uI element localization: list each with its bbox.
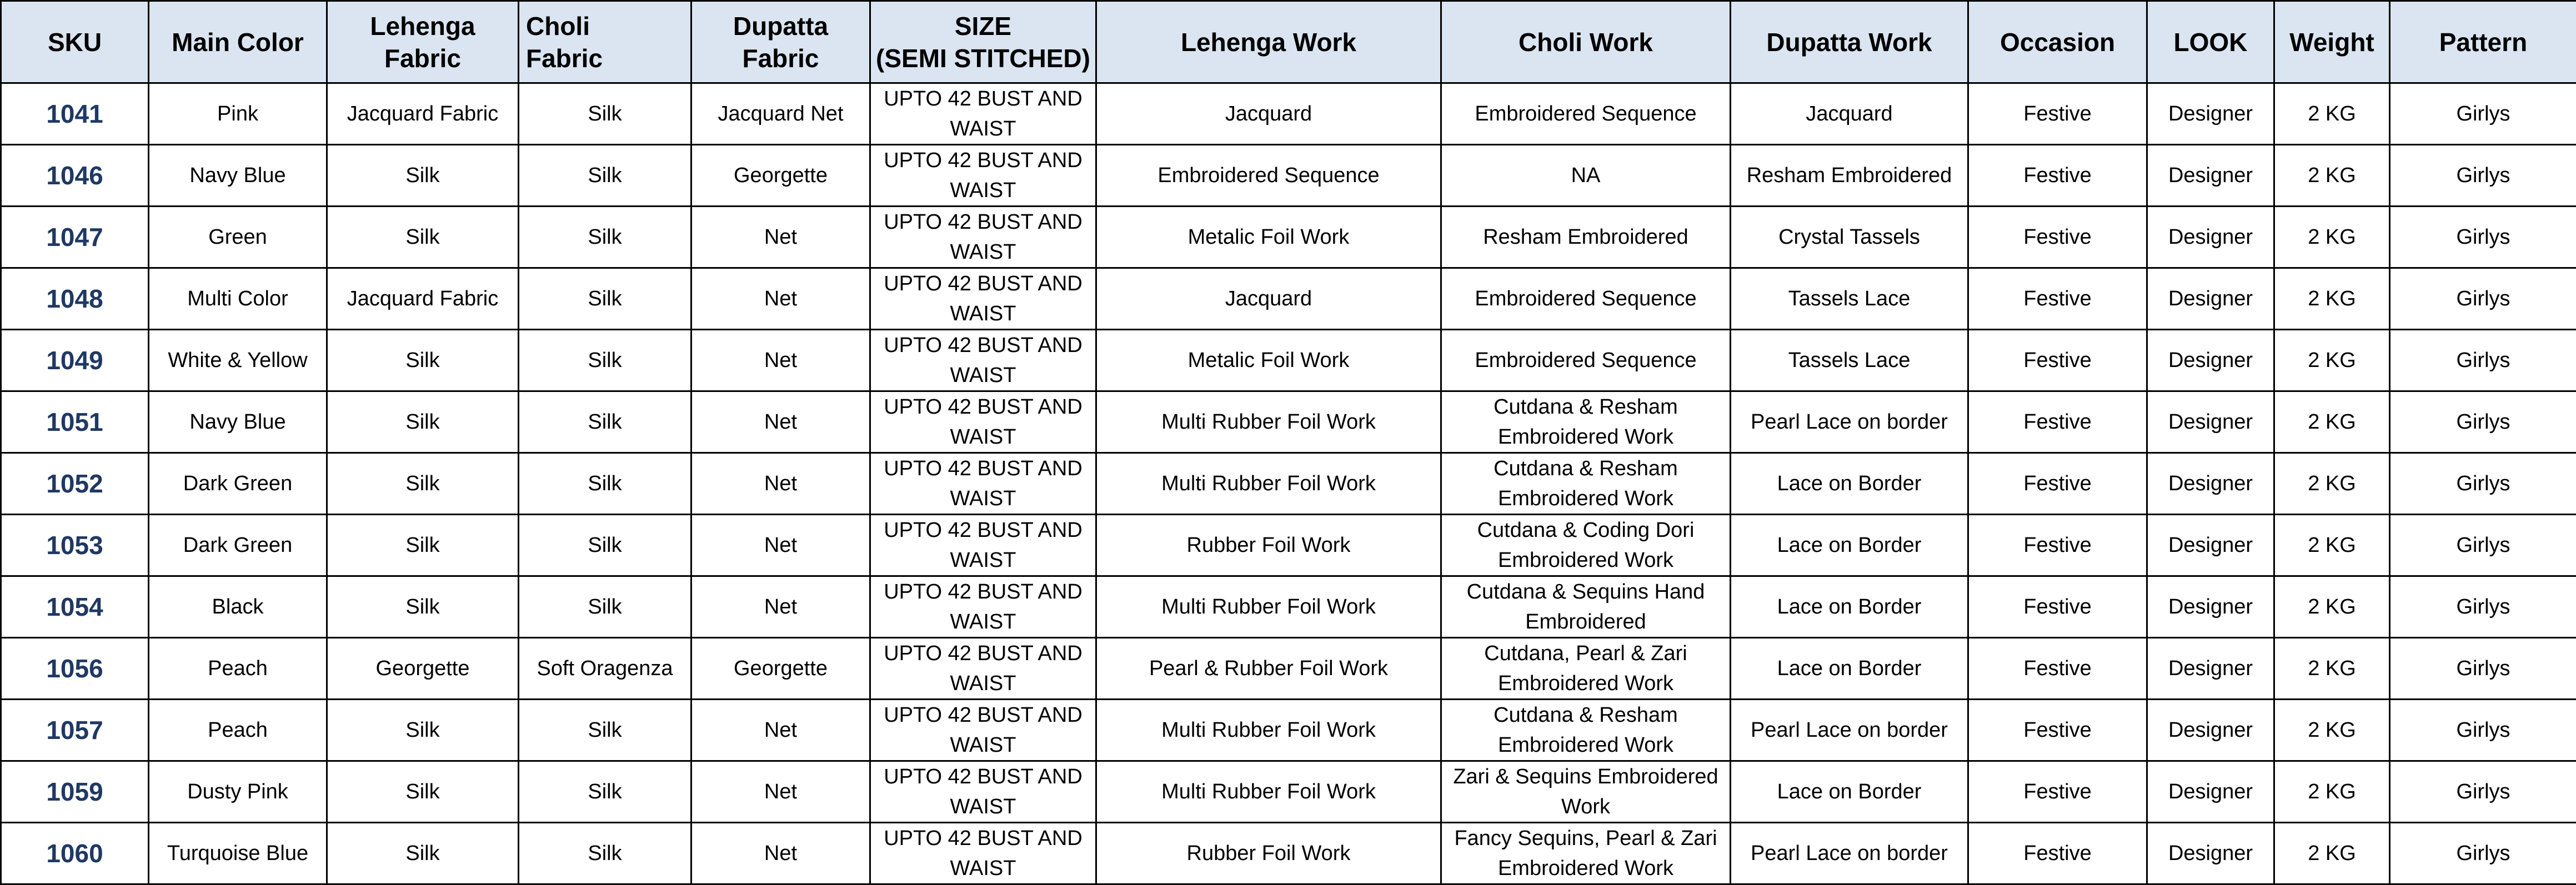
cell-main-color[interactable]: Pink	[149, 83, 327, 145]
cell-dupatta-work[interactable]: Lace on Border	[1731, 761, 1968, 823]
cell-weight[interactable]: 2 KG	[2274, 453, 2390, 515]
cell-look[interactable]: Designer	[2147, 453, 2274, 515]
table-row	[1, 823, 2576, 884]
header-line: Fabric	[384, 44, 461, 73]
cell-choli-fabric[interactable]: Silk	[519, 391, 691, 453]
cell-look[interactable]: Designer	[2147, 638, 2274, 700]
table-row	[1, 515, 2576, 576]
cell-choli-work[interactable]: Cutdana & Resham Embroidered Work	[1441, 391, 1731, 453]
cell-weight[interactable]: 2 KG	[2274, 391, 2390, 453]
cell-main-color[interactable]: Green	[149, 207, 327, 268]
cell-dupatta-fabric[interactable]: Net	[691, 576, 870, 638]
cell-choli-fabric[interactable]: Silk	[519, 268, 691, 330]
cell-look[interactable]: Designer	[2147, 330, 2274, 391]
cell-choli-fabric[interactable]: Silk	[519, 330, 691, 391]
table-row	[1, 207, 2576, 268]
cell-lehenga-fabric[interactable]: Silk	[327, 761, 519, 823]
cell-dupatta-fabric[interactable]: Net	[691, 761, 870, 823]
cell-main-color[interactable]: Multi Color	[149, 268, 327, 330]
cell-look[interactable]: Designer	[2147, 823, 2274, 884]
table-row	[1, 700, 2576, 761]
cell-pattern[interactable]: Girlys	[2390, 330, 2576, 391]
cell-pattern[interactable]: Girlys	[2390, 638, 2576, 700]
cell-look[interactable]: Designer	[2147, 761, 2274, 823]
cell-lehenga-work[interactable]: Multi Rubber Foil Work	[1096, 761, 1441, 823]
cell-lehenga-work[interactable]: Rubber Foil Work	[1096, 823, 1441, 884]
cell-dupatta-work[interactable]: Pearl Lace on border	[1731, 700, 1968, 761]
cell-lehenga-fabric[interactable]: Silk	[327, 207, 519, 268]
cell-lehenga-work[interactable]: Jacquard	[1096, 83, 1441, 145]
cell-look[interactable]: Designer	[2147, 515, 2274, 576]
cell-sku[interactable]: 1054	[1, 576, 149, 638]
cell-size[interactable]: UPTO 42 BUST AND WAIST	[870, 268, 1096, 330]
table-row	[1, 576, 2576, 638]
cell-size[interactable]: UPTO 42 BUST AND WAIST	[870, 515, 1096, 576]
cell-occasion[interactable]: Festive	[1968, 638, 2147, 700]
table-row	[1, 761, 2576, 823]
cell-main-color[interactable]: Dark Green	[149, 515, 327, 576]
cell-weight[interactable]: 2 KG	[2274, 145, 2390, 207]
cell-weight[interactable]: 2 KG	[2274, 576, 2390, 638]
cell-dupatta-fabric[interactable]: Net	[691, 700, 870, 761]
cell-look[interactable]: Designer	[2147, 83, 2274, 145]
cell-pattern[interactable]: Girlys	[2390, 700, 2576, 761]
cell-choli-work[interactable]: Embroidered Sequence	[1441, 330, 1731, 391]
cell-size[interactable]: UPTO 42 BUST AND WAIST	[870, 145, 1096, 207]
cell-main-color[interactable]: Dusty Pink	[149, 761, 327, 823]
cell-occasion[interactable]: Festive	[1968, 268, 2147, 330]
cell-main-color[interactable]: Peach	[149, 700, 327, 761]
cell-size[interactable]: UPTO 42 BUST AND WAIST	[870, 391, 1096, 453]
column-header-weight[interactable]: Weight	[2274, 1, 2390, 83]
cell-occasion[interactable]: Festive	[1968, 761, 2147, 823]
cell-lehenga-fabric[interactable]: Silk	[327, 145, 519, 207]
cell-dupatta-work[interactable]: Lace on Border	[1731, 576, 1968, 638]
cell-occasion[interactable]: Festive	[1968, 83, 2147, 145]
cell-weight[interactable]: 2 KG	[2274, 638, 2390, 700]
cell-choli-fabric[interactable]: Silk	[519, 700, 691, 761]
cell-sku[interactable]: 1053	[1, 515, 149, 576]
cell-main-color[interactable]: White & Yellow	[149, 330, 327, 391]
cell-lehenga-work[interactable]: Embroidered Sequence	[1096, 145, 1441, 207]
cell-lehenga-fabric[interactable]: Silk	[327, 391, 519, 453]
cell-sku[interactable]: 1047	[1, 207, 149, 268]
cell-look[interactable]: Designer	[2147, 207, 2274, 268]
cell-lehenga-work[interactable]: Jacquard	[1096, 268, 1441, 330]
cell-choli-fabric[interactable]: Silk	[519, 453, 691, 515]
cell-lehenga-fabric[interactable]: Jacquard Fabric	[327, 83, 519, 145]
cell-look[interactable]: Designer	[2147, 268, 2274, 330]
cell-size[interactable]: UPTO 42 BUST AND WAIST	[870, 823, 1096, 884]
cell-size[interactable]: UPTO 42 BUST AND WAIST	[870, 453, 1096, 515]
cell-pattern[interactable]: Girlys	[2390, 391, 2576, 453]
cell-dupatta-fabric[interactable]: Georgette	[691, 145, 870, 207]
cell-lehenga-work[interactable]: Metalic Foil Work	[1096, 330, 1441, 391]
table-row	[1, 638, 2576, 700]
cell-size[interactable]: UPTO 42 BUST AND WAIST	[870, 330, 1096, 391]
cell-occasion[interactable]: Festive	[1968, 391, 2147, 453]
cell-dupatta-fabric[interactable]: Net	[691, 268, 870, 330]
cell-size[interactable]: UPTO 42 BUST AND WAIST	[870, 207, 1096, 268]
cell-choli-work[interactable]: Embroidered Sequence	[1441, 268, 1731, 330]
cell-choli-work[interactable]: Cutdana & Resham Embroidered Work	[1441, 700, 1731, 761]
cell-dupatta-fabric[interactable]: Net	[691, 823, 870, 884]
cell-occasion[interactable]: Festive	[1968, 700, 2147, 761]
header-line: SIZE	[955, 12, 1011, 41]
cell-look[interactable]: Designer	[2147, 576, 2274, 638]
cell-choli-fabric[interactable]: Silk	[519, 145, 691, 207]
table-row	[1, 83, 2576, 145]
cell-lehenga-work[interactable]: Multi Rubber Foil Work	[1096, 576, 1441, 638]
cell-sku[interactable]: 1048	[1, 268, 149, 330]
cell-choli-work[interactable]: Cutdana & Resham Embroidered Work	[1441, 453, 1731, 515]
column-header-size[interactable]	[870, 1, 1096, 83]
cell-sku[interactable]: 1056	[1, 638, 149, 700]
cell-look[interactable]: Designer	[2147, 145, 2274, 207]
cell-pattern[interactable]: Girlys	[2390, 145, 2576, 207]
cell-lehenga-work[interactable]: Multi Rubber Foil Work	[1096, 700, 1441, 761]
cell-sku[interactable]: 1057	[1, 700, 149, 761]
cell-choli-fabric[interactable]: Silk	[519, 83, 691, 145]
cell-choli-work[interactable]: Cutdana & Sequins Hand Embroidered	[1441, 576, 1731, 638]
cell-pattern[interactable]: Girlys	[2390, 453, 2576, 515]
cell-dupatta-work[interactable]: Pearl Lace on border	[1731, 391, 1968, 453]
cell-choli-fabric[interactable]: Silk	[519, 823, 691, 884]
cell-dupatta-work[interactable]: Lace on Border	[1731, 638, 1968, 700]
column-header-main-color[interactable]: Main Color	[149, 1, 327, 83]
cell-dupatta-fabric[interactable]: Jacquard Net	[691, 83, 870, 145]
cell-lehenga-work[interactable]: Metalic Foil Work	[1096, 207, 1441, 268]
cell-lehenga-work[interactable]: Rubber Foil Work	[1096, 515, 1441, 576]
cell-occasion[interactable]: Festive	[1968, 145, 2147, 207]
cell-dupatta-fabric[interactable]: Net	[691, 453, 870, 515]
cell-lehenga-fabric[interactable]: Jacquard Fabric	[327, 268, 519, 330]
cell-dupatta-fabric[interactable]: Net	[691, 391, 870, 453]
column-header-pattern[interactable]: Pattern	[2390, 1, 2576, 83]
cell-sku[interactable]: 1051	[1, 391, 149, 453]
cell-size[interactable]: UPTO 42 BUST AND WAIST	[870, 638, 1096, 700]
cell-pattern[interactable]: Girlys	[2390, 83, 2576, 145]
cell-dupatta-work[interactable]: Lace on Border	[1731, 453, 1968, 515]
cell-main-color[interactable]: Peach	[149, 638, 327, 700]
cell-weight[interactable]: 2 KG	[2274, 823, 2390, 884]
cell-occasion[interactable]: Festive	[1968, 576, 2147, 638]
cell-choli-fabric[interactable]: Silk	[519, 576, 691, 638]
cell-weight[interactable]: 2 KG	[2274, 330, 2390, 391]
cell-dupatta-work[interactable]: Pearl Lace on border	[1731, 823, 1968, 884]
cell-choli-work[interactable]: Resham Embroidered	[1441, 207, 1731, 268]
cell-dupatta-work[interactable]: Resham Embroidered	[1731, 145, 1968, 207]
cell-dupatta-work[interactable]: Tassels Lace	[1731, 330, 1968, 391]
cell-choli-fabric[interactable]: Silk	[519, 515, 691, 576]
cell-choli-work[interactable]: Cutdana, Pearl & Zari Embroidered Work	[1441, 638, 1731, 700]
header-line: Dupatta	[733, 12, 828, 41]
cell-lehenga-work[interactable]: Pearl & Rubber Foil Work	[1096, 638, 1441, 700]
cell-weight[interactable]: 2 KG	[2274, 761, 2390, 823]
cell-sku[interactable]: 1041	[1, 83, 149, 145]
cell-occasion[interactable]: Festive	[1968, 823, 2147, 884]
cell-lehenga-fabric[interactable]: Silk	[327, 823, 519, 884]
column-header-choli-work[interactable]: Choli Work	[1441, 1, 1731, 83]
cell-sku[interactable]: 1049	[1, 330, 149, 391]
cell-weight[interactable]: 2 KG	[2274, 207, 2390, 268]
column-header-lehenga-work[interactable]: Lehenga Work	[1096, 1, 1441, 83]
cell-lehenga-work[interactable]: Multi Rubber Foil Work	[1096, 391, 1441, 453]
cell-lehenga-fabric[interactable]: Silk	[327, 330, 519, 391]
cell-dupatta-fabric[interactable]: Georgette	[691, 638, 870, 700]
cell-weight[interactable]: 2 KG	[2274, 268, 2390, 330]
header-line: Fabric	[742, 44, 819, 73]
cell-choli-work[interactable]: Cutdana & Coding Dori Embroidered Work	[1441, 515, 1731, 576]
cell-choli-fabric[interactable]: Soft Oragenza	[519, 638, 691, 700]
cell-size[interactable]: UPTO 42 BUST AND WAIST	[870, 83, 1096, 145]
column-header-choli-fabric[interactable]	[519, 1, 691, 83]
cell-pattern[interactable]: Girlys	[2390, 515, 2576, 576]
cell-sku[interactable]: 1060	[1, 823, 149, 884]
cell-pattern[interactable]: Girlys	[2390, 207, 2576, 268]
cell-choli-work[interactable]: Fancy Sequins, Pearl & Zari Embroidered Work	[1441, 823, 1731, 884]
header-word: Choli	[526, 12, 590, 41]
cell-look[interactable]: Designer	[2147, 700, 2274, 761]
cell-occasion[interactable]: Festive	[1968, 207, 2147, 268]
cell-lehenga-fabric[interactable]: Silk	[327, 700, 519, 761]
cell-lehenga-fabric[interactable]: Silk	[327, 515, 519, 576]
cell-size[interactable]: UPTO 42 BUST AND WAIST	[870, 576, 1096, 638]
cell-dupatta-work[interactable]: Lace on Border	[1731, 515, 1968, 576]
column-header-dupatta-fabric[interactable]	[691, 1, 870, 83]
header-row	[1, 1, 2576, 83]
cell-main-color[interactable]: Navy Blue	[149, 145, 327, 207]
cell-choli-work[interactable]: Zari & Sequins Embroidered Work	[1441, 761, 1731, 823]
cell-lehenga-fabric[interactable]: Silk	[327, 453, 519, 515]
cell-main-color[interactable]: Navy Blue	[149, 391, 327, 453]
cell-choli-fabric[interactable]: Silk	[519, 207, 691, 268]
cell-main-color[interactable]: Black	[149, 576, 327, 638]
table-row	[1, 268, 2576, 330]
cell-weight[interactable]: 2 KG	[2274, 515, 2390, 576]
table-row	[1, 391, 2576, 453]
table-row	[1, 145, 2576, 207]
cell-weight[interactable]: 2 KG	[2274, 700, 2390, 761]
header-word: Fabric	[526, 44, 603, 73]
cell-lehenga-fabric[interactable]: Silk	[327, 576, 519, 638]
cell-dupatta-fabric[interactable]: Net	[691, 207, 870, 268]
cell-size[interactable]: UPTO 42 BUST AND WAIST	[870, 761, 1096, 823]
cell-lehenga-fabric[interactable]: Georgette	[327, 638, 519, 700]
cell-dupatta-fabric[interactable]: Net	[691, 515, 870, 576]
cell-main-color[interactable]: Dark Green	[149, 453, 327, 515]
header-line: Lehenga	[370, 12, 475, 41]
table-row	[1, 330, 2576, 391]
cell-sku[interactable]: 1046	[1, 145, 149, 207]
cell-dupatta-work[interactable]: Crystal Tassels	[1731, 207, 1968, 268]
cell-pattern[interactable]: Girlys	[2390, 576, 2576, 638]
cell-look[interactable]: Designer	[2147, 391, 2274, 453]
cell-weight[interactable]: 2 KG	[2274, 83, 2390, 145]
cell-sku[interactable]: 1052	[1, 453, 149, 515]
cell-pattern[interactable]: Girlys	[2390, 268, 2576, 330]
column-header-look[interactable]: LOOK	[2147, 1, 2274, 83]
table-row	[1, 453, 2576, 515]
column-header-occasion[interactable]: Occasion	[1968, 1, 2147, 83]
cell-choli-work[interactable]: NA	[1441, 145, 1731, 207]
cell-pattern[interactable]: Girlys	[2390, 761, 2576, 823]
cell-occasion[interactable]: Festive	[1968, 453, 2147, 515]
header-line: (SEMI STITCHED)	[876, 44, 1090, 73]
cell-choli-fabric[interactable]: Silk	[519, 761, 691, 823]
column-header-lehenga-fabric[interactable]	[327, 1, 519, 83]
cell-main-color[interactable]: Turquoise Blue	[149, 823, 327, 884]
cell-sku[interactable]: 1059	[1, 761, 149, 823]
column-header-dupatta-work[interactable]: Dupatta Work	[1731, 1, 1968, 83]
cell-dupatta-work[interactable]: Jacquard	[1731, 83, 1968, 145]
table-body	[1, 83, 2576, 884]
cell-size[interactable]: UPTO 42 BUST AND WAIST	[870, 700, 1096, 761]
cell-occasion[interactable]: Festive	[1968, 330, 2147, 391]
cell-dupatta-fabric[interactable]: Net	[691, 330, 870, 391]
cell-dupatta-work[interactable]: Tassels Lace	[1731, 268, 1968, 330]
cell-lehenga-work[interactable]: Multi Rubber Foil Work	[1096, 453, 1441, 515]
cell-occasion[interactable]: Festive	[1968, 515, 2147, 576]
column-header-sku[interactable]: SKU	[1, 1, 149, 83]
cell-pattern[interactable]: Girlys	[2390, 823, 2576, 884]
cell-choli-work[interactable]: Embroidered Sequence	[1441, 83, 1731, 145]
